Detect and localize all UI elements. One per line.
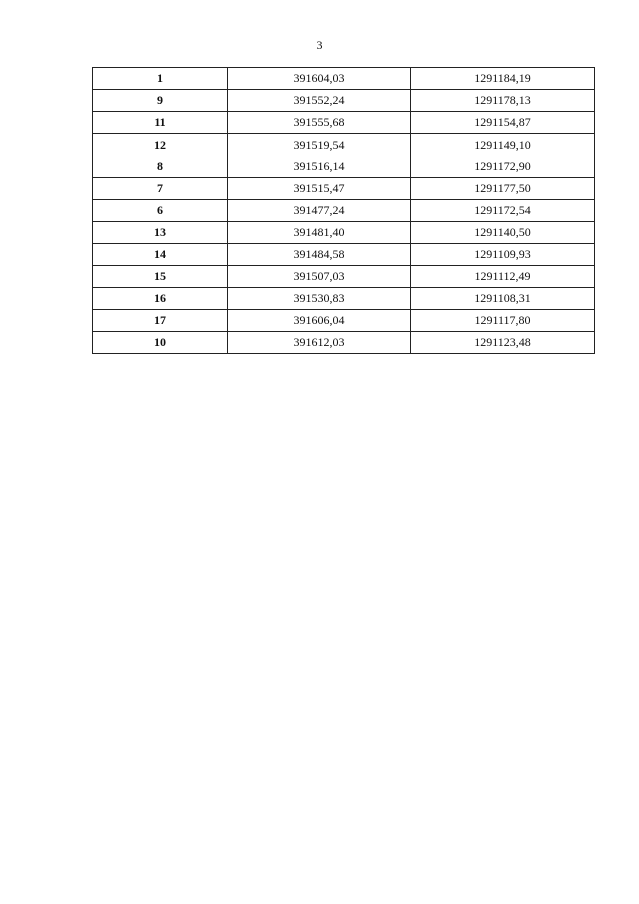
x-coordinate: 391484,58 xyxy=(228,244,411,266)
y-coordinate: 1291112,49 xyxy=(411,266,595,288)
y-coordinate: 1291108,31 xyxy=(411,288,595,310)
x-coordinate: 391612,03 xyxy=(228,332,411,354)
table-row xyxy=(93,200,595,222)
x-coordinate: 391477,24 xyxy=(228,200,411,222)
table-row xyxy=(93,68,595,90)
point-number: 7 xyxy=(93,178,228,200)
x-coordinate: 391507,03 xyxy=(228,266,411,288)
y-coordinate: 1291178,13 xyxy=(411,90,595,112)
y-coordinate: 1291184,19 xyxy=(411,68,595,90)
x-coordinate: 391604,03 xyxy=(228,68,411,90)
point-number: 8 xyxy=(157,158,163,173)
table-row xyxy=(93,332,595,354)
y-coordinate: 1291172,54 xyxy=(411,200,595,222)
point-number: 6 xyxy=(93,200,228,222)
point-number-cell xyxy=(93,134,228,178)
coordinates-table xyxy=(92,67,595,354)
y-coordinate: 1291140,50 xyxy=(411,222,595,244)
point-number: 16 xyxy=(93,288,228,310)
table-row xyxy=(93,244,595,266)
x-coordinate: 391606,04 xyxy=(228,310,411,332)
x-coordinate: 391555,68 xyxy=(228,112,411,134)
point-number: 12 xyxy=(154,137,166,152)
point-number: 17 xyxy=(93,310,228,332)
x-coordinate: 391516,14 xyxy=(293,158,345,173)
y-coordinate-cell xyxy=(411,134,595,178)
table-row xyxy=(93,288,595,310)
y-coordinate: 1291117,80 xyxy=(411,310,595,332)
point-number: 9 xyxy=(93,90,228,112)
y-coordinate: 1291123,48 xyxy=(411,332,595,354)
table-row xyxy=(93,310,595,332)
y-coordinate: 1291149,10 xyxy=(474,137,531,152)
table-row xyxy=(93,178,595,200)
x-coordinate: 391515,47 xyxy=(228,178,411,200)
point-number: 11 xyxy=(93,112,228,134)
x-coordinate: 391530,83 xyxy=(228,288,411,310)
y-coordinate: 1291177,50 xyxy=(411,178,595,200)
point-number: 10 xyxy=(93,332,228,354)
y-coordinate: 1291109,93 xyxy=(411,244,595,266)
point-number: 1 xyxy=(93,68,228,90)
y-coordinate: 1291154,87 xyxy=(411,112,595,134)
x-coordinate: 391519,54 xyxy=(293,137,345,152)
page-number: 3 xyxy=(316,38,323,52)
table-row xyxy=(93,112,595,134)
x-coordinate-cell xyxy=(228,134,411,178)
x-coordinate: 391552,24 xyxy=(228,90,411,112)
x-coordinate: 391481,40 xyxy=(228,222,411,244)
point-number: 15 xyxy=(93,266,228,288)
table-row xyxy=(93,90,595,112)
table-row-merged xyxy=(93,134,595,178)
point-number: 14 xyxy=(93,244,228,266)
table-row xyxy=(93,266,595,288)
table-row xyxy=(93,222,595,244)
point-number: 13 xyxy=(93,222,228,244)
y-coordinate: 1291172,90 xyxy=(474,158,531,173)
